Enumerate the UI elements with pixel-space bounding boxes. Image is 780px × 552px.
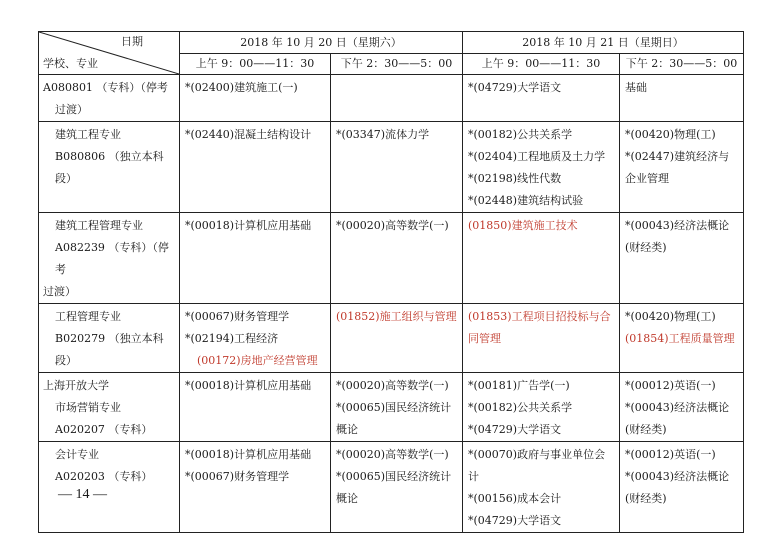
course-entry: *(00156)成本会计: [468, 492, 562, 505]
table-row: [39, 122, 744, 213]
course-entry: *(02194)工程经济: [185, 332, 279, 345]
corner-date-label: 日期: [121, 35, 143, 48]
school-major-text: A020207 （专科）: [55, 423, 153, 436]
school-major-text: 会计专业: [55, 448, 99, 461]
course-entry: *(00181)广告学(一): [468, 379, 570, 392]
school-major-cell: [39, 213, 180, 304]
exam-cell-d1am: [180, 442, 331, 533]
course-entry: *(03347)流体力学: [336, 128, 430, 141]
exam-cell-d2am: [463, 122, 620, 213]
course-entry: *(00012)英语(一): [625, 379, 716, 392]
day2-pm-header: 下午 2：30——5：00: [620, 54, 744, 75]
school-major-text: A080801 （专科）（停考: [43, 81, 168, 94]
course-entry: *(00070)政府与事业单位会计: [468, 448, 606, 483]
diagonal-header-cell: [39, 32, 180, 75]
page-number: — 14 —: [58, 487, 107, 502]
course-entry: *(00065)国民经济统计概论: [336, 470, 452, 505]
course-entry: *(02198)线性代数: [468, 172, 562, 185]
course-entry: *(00043)经济法概论(财经类): [625, 401, 730, 436]
course-entry: *(00065)国民经济统计概论: [336, 401, 452, 436]
course-entry: *(00067)财务管理学: [185, 470, 290, 483]
exam-cell-d1pm: [331, 373, 463, 442]
day1-header: 2018 年 10 月 20 日（星期六）: [180, 32, 463, 54]
school-major-text: 建筑工程管理专业: [55, 219, 143, 232]
course-entry: *(02448)建筑结构试验: [468, 194, 584, 207]
table-row: [39, 213, 744, 304]
exam-cell-d2pm: [620, 122, 744, 213]
exam-schedule-table: [38, 31, 744, 533]
exam-cell-d1am: [180, 122, 331, 213]
course-entry: (01852)施工组织与管理: [336, 310, 457, 323]
day2-header: 2018 年 10 月 21 日（星期日）: [463, 32, 744, 54]
course-entry: *(04729)大学语文: [468, 81, 562, 94]
exam-cell-d1am: [180, 213, 331, 304]
exam-cell-d2am: [463, 373, 620, 442]
school-major-cell: [39, 304, 180, 373]
course-entry: *(00067)财务管理学: [185, 310, 290, 323]
course-entry: *(04729)大学语文: [468, 423, 562, 436]
school-major-text: B080806 （独立本科段）: [55, 150, 164, 185]
course-entry: *(00182)公共关系学: [468, 128, 573, 141]
course-entry: *(00043)经济法概论(财经类): [625, 470, 730, 505]
course-entry: *(00020)高等数学(一): [336, 448, 449, 461]
school-major-text: 过渡）: [55, 103, 88, 116]
course-entry: *(00420)物理(工): [625, 310, 716, 323]
school-major-cell: [39, 122, 180, 213]
exam-cell-d2am: [463, 213, 620, 304]
day1-pm-header: 下午 2：30——5：00: [331, 54, 463, 75]
exam-cell-d1pm: [331, 304, 463, 373]
table-row: [39, 373, 744, 442]
exam-cell-d1pm: [331, 75, 463, 122]
course-entry: *(00420)物理(工): [625, 128, 716, 141]
course-entry: *(00182)公共关系学: [468, 401, 573, 414]
course-entry: 基础: [625, 81, 648, 94]
course-entry: *(00012)英语(一): [625, 448, 716, 461]
exam-cell-d1pm: [331, 442, 463, 533]
course-entry: *(00020)高等数学(一): [336, 219, 449, 232]
course-entry: (00172)房地产经营管理: [197, 354, 318, 367]
course-entry: *(02400)建筑施工(一): [185, 81, 298, 94]
course-entry: (01853)工程项目招投标与合同管理: [468, 310, 611, 345]
exam-cell-d2pm: [620, 373, 744, 442]
exam-cell-d2pm: [620, 442, 744, 533]
exam-cell-d1pm: [331, 122, 463, 213]
exam-cell-d1am: [180, 304, 331, 373]
course-entry: *(00043)经济法概论(财经类): [625, 219, 730, 254]
school-major-text: 市场营销专业: [55, 401, 121, 414]
school-major-text: A082239 （专科）（停考: [55, 241, 169, 276]
course-entry: (01850)建筑施工技术: [468, 219, 578, 232]
school-major-text: 建筑工程专业: [55, 128, 121, 141]
school-major-text: 工程管理专业: [55, 310, 121, 323]
school-major-text: A020203 （专科）: [55, 470, 153, 483]
exam-cell-d2pm: [620, 75, 744, 122]
course-entry: *(02404)工程地质及土力学: [468, 150, 606, 163]
exam-cell-d2am: [463, 304, 620, 373]
corner-school-major-label: 学校、专业: [43, 57, 98, 70]
school-major-cell: [39, 75, 180, 122]
exam-cell-d1am: [180, 75, 331, 122]
exam-cell-d2pm: [620, 213, 744, 304]
school-major-text: B020279 （独立本科段）: [55, 332, 164, 367]
schedule-rows: [39, 75, 744, 533]
exam-cell-d2am: [463, 75, 620, 122]
exam-cell-d2pm: [620, 304, 744, 373]
table-row: [39, 304, 744, 373]
day1-am-header: 上午 9：00——11：30: [180, 54, 331, 75]
course-entry: (01854)工程质量管理: [625, 332, 735, 345]
course-entry: *(00020)高等数学(一): [336, 379, 449, 392]
course-entry: *(02440)混凝土结构设计: [185, 128, 312, 141]
school-major-cell: [39, 373, 180, 442]
day2-am-header: 上午 9：00——11：30: [463, 54, 620, 75]
course-entry: *(00018)计算机应用基础: [185, 219, 312, 232]
table-row: [39, 75, 744, 122]
exam-cell-d2am: [463, 442, 620, 533]
exam-cell-d1pm: [331, 213, 463, 304]
course-entry: *(00018)计算机应用基础: [185, 448, 312, 461]
school-major-text: 上海开放大学: [43, 379, 109, 392]
table-row: [39, 442, 744, 533]
school-major-text: 过渡）: [43, 285, 76, 298]
course-entry: *(00018)计算机应用基础: [185, 379, 312, 392]
exam-cell-d1am: [180, 373, 331, 442]
course-entry: *(02447)建筑经济与企业管理: [625, 150, 730, 185]
course-entry: *(04729)大学语文: [468, 514, 562, 527]
